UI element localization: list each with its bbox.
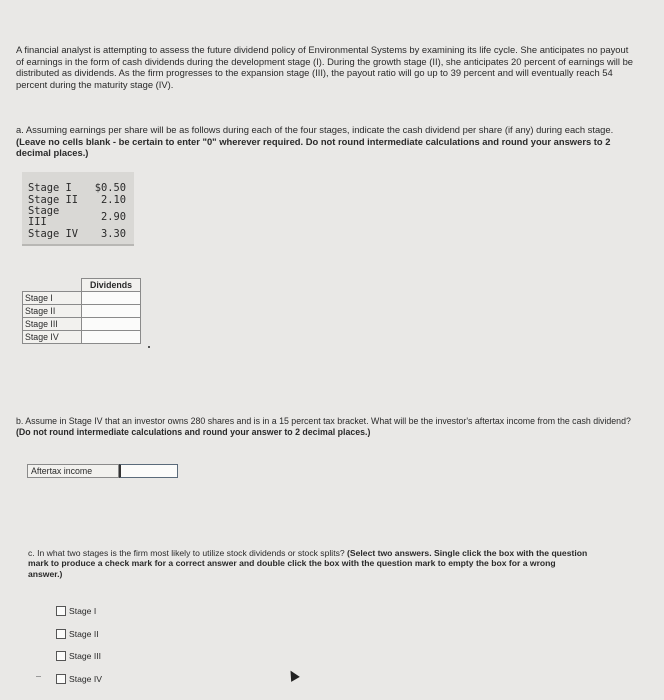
part-c-question — [28, 548, 588, 579]
option-label: Stage III — [69, 651, 102, 662]
row-label: Stage IV — [23, 331, 82, 344]
option-stage-1[interactable] — [56, 600, 102, 623]
intro-paragraph: A financial analyst is attempting to assess the future dividend policy of Environmental Systems by examining its life cycle. She anticipates no payout of earnings in the form of cash dividends during the development stage (I). During the growth stage (II), she anticipates 20 percent of earnings will be distributed as dividends. As the firm progresses to the expansion stage (III), the payout ratio will go up to 39 percent and will eventually reach 54 percent during the maturity stage (IV). — [16, 44, 634, 90]
aftertax-income-input[interactable] — [119, 464, 178, 478]
checkbox-icon[interactable] — [56, 606, 66, 616]
option-stage-3[interactable] — [56, 645, 102, 668]
dividends-table — [22, 278, 141, 344]
decorative-dot — [148, 346, 150, 348]
option-stage-2[interactable] — [56, 623, 102, 646]
empty-corner — [23, 279, 82, 292]
aftertax-income-row — [27, 464, 178, 478]
part-c-instructions: (Select two answers. Single click the box with the question mark to produce a check mark for a correct answer and double click the box with the question mark to empty the box for a wrong answer.) — [28, 548, 588, 579]
eps-stage-label: Stage IV — [28, 228, 79, 240]
part-a-text: a. Assuming earnings per share will be as follows during each of the four stages, indicate the cash dividend per share (if any) during each stage. — [16, 124, 614, 135]
eps-stage-label: Stage II — [28, 194, 79, 206]
eps-table — [22, 172, 134, 246]
option-label: Stage I — [69, 606, 97, 617]
aftertax-income-label: Aftertax income — [27, 464, 119, 478]
checkbox-icon[interactable] — [56, 674, 66, 684]
dividend-input-stage-3[interactable] — [82, 318, 141, 331]
dividend-input-stage-1[interactable] — [82, 292, 141, 305]
eps-value: 2.10 — [100, 194, 126, 206]
checkbox-icon[interactable] — [56, 651, 66, 661]
table-header-row — [23, 279, 141, 292]
eps-value: $0.50 — [94, 182, 126, 194]
row-label: Stage III — [23, 318, 82, 331]
part-b-text: b. Assume in Stage IV that an investor owns 280 shares and is in a 15 percent tax bracket. What will be the investor's aftertax income from the cash dividend? — [16, 416, 631, 426]
part-b-instructions: (Do not round intermediate calculations and round your answer to 2 decimal places.) — [16, 426, 371, 437]
decorative-dash — [36, 676, 41, 677]
eps-value: 2.90 — [100, 211, 126, 223]
eps-row — [28, 206, 128, 228]
table-row — [23, 305, 141, 318]
dividends-header: Dividends — [82, 279, 141, 292]
dividend-input-stage-4[interactable] — [82, 331, 141, 344]
mouse-cursor-icon — [286, 668, 300, 682]
eps-row — [28, 182, 128, 194]
eps-value: 3.30 — [100, 228, 126, 240]
part-a-question — [16, 124, 636, 159]
dividend-input-stage-2[interactable] — [82, 305, 141, 318]
table-row — [23, 292, 141, 305]
option-label: Stage IV — [69, 673, 102, 684]
part-b-question — [16, 416, 636, 437]
option-stage-4[interactable] — [56, 668, 102, 691]
part-c-text: c. In what two stages is the firm most likely to utilize stock dividends or stock splits? — [28, 548, 348, 558]
row-label: Stage II — [23, 305, 82, 318]
row-label: Stage I — [23, 292, 82, 305]
stage-options — [56, 600, 102, 690]
part-a-instructions: (Leave no cells blank - be certain to enter "0" wherever required. Do not round intermediate calculations and round your answers to 2 decimal places.) — [16, 135, 611, 159]
eps-row — [28, 228, 128, 240]
option-label: Stage II — [69, 628, 99, 639]
table-row — [23, 331, 141, 344]
table-row — [23, 318, 141, 331]
eps-stage-label: Stage I — [28, 182, 72, 194]
eps-stage-label: Stage III — [28, 205, 60, 228]
checkbox-icon[interactable] — [56, 629, 66, 639]
